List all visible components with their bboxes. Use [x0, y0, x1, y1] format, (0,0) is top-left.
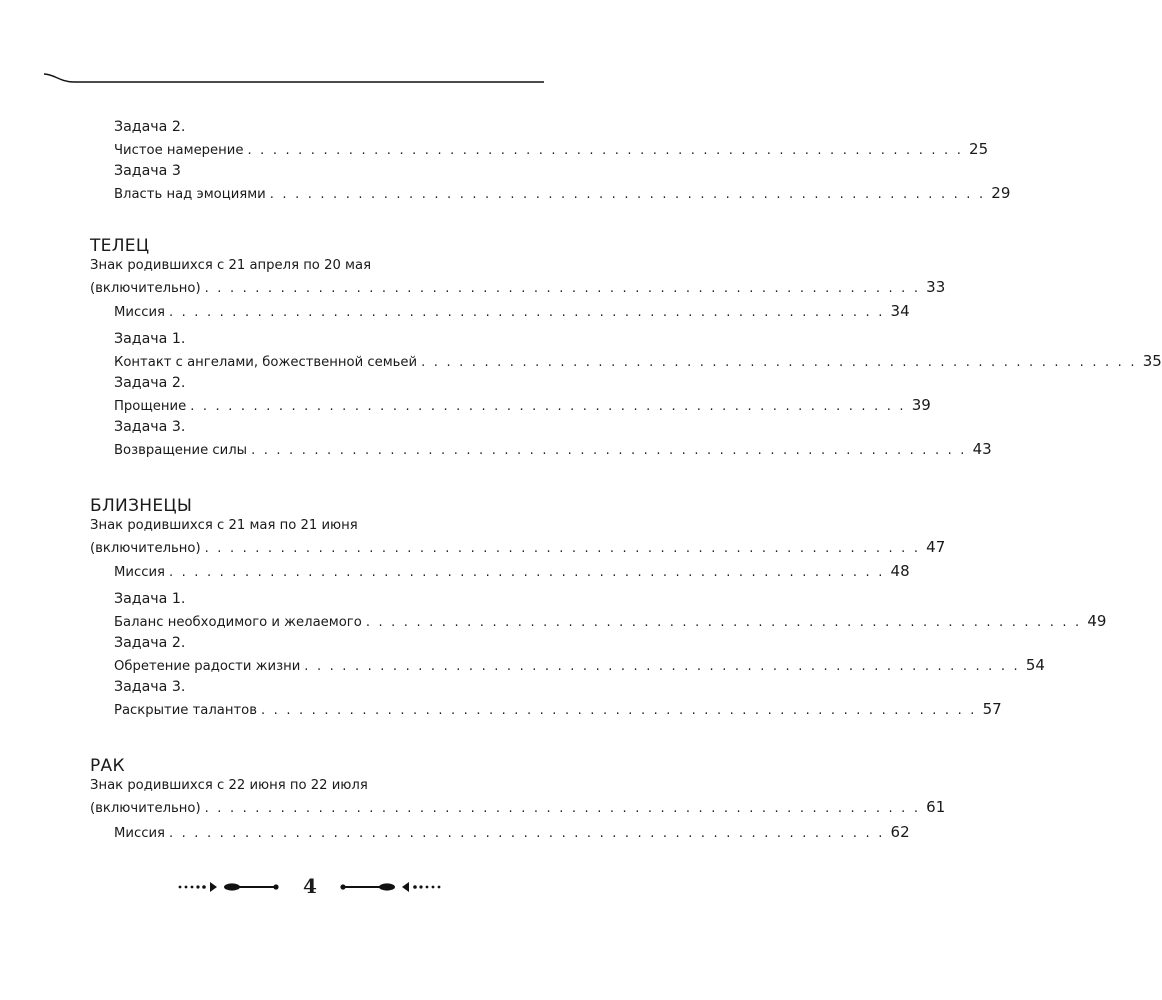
section-entry[interactable]	[90, 536, 946, 560]
header-swash-rule	[44, 70, 544, 90]
toc-item-title: Чистое намерение	[114, 143, 244, 158]
toc-page-number: 25	[969, 140, 989, 158]
page-number: 4	[303, 874, 317, 898]
toc-item[interactable]	[114, 588, 1107, 634]
toc-item-heading: Задача 1.	[114, 331, 186, 347]
section-subtitle: Знак родившихся с 21 апреля по 20 мая	[90, 258, 372, 273]
dot-leader: . . . . . . . . . . . . . . . . . . . . . . . . . . . . . . . . . . . . . . . . . . . . . . . . . . . . . . . . .	[251, 443, 967, 458]
dot-leader: . . . . . . . . . . . . . . . . . . . . . . . . . . . . . . . . . . . . . . . . . . . . . . . . . . . . . . . . .	[261, 703, 977, 718]
section-entry[interactable]	[90, 796, 946, 820]
section-subtitle: Знак родившихся с 21 мая по 21 июня	[90, 518, 358, 533]
section-title: РАК	[90, 756, 125, 776]
section-entry[interactable]	[90, 276, 946, 300]
toc-item[interactable]	[114, 560, 910, 584]
toc-item[interactable]	[114, 160, 1011, 206]
toc-item-title: Миссия	[114, 305, 165, 320]
dot-leader: . . . . . . . . . . . . . . . . . . . . . . . . . . . . . . . . . . . . . . . . . . . . . . . . . . . . . . . . .	[204, 281, 921, 296]
dot-leader: . . . . . . . . . . . . . . . . . . . . . . . . . . . . . . . . . . . . . . . . . . . . . . . . . . . . . . . . .	[168, 565, 885, 580]
toc-item-title: Обретение радости жизни	[114, 659, 301, 674]
toc-item[interactable]	[114, 328, 1162, 374]
toc-item-heading: Задача 2.	[114, 119, 186, 135]
toc-item-heading: Задача 1.	[114, 591, 186, 607]
toc-page-number: 34	[890, 302, 910, 320]
toc-item[interactable]	[114, 372, 931, 418]
toc-item[interactable]	[114, 300, 910, 324]
toc-item-heading: Задача 3	[114, 163, 181, 179]
toc-page-number: 33	[926, 278, 946, 296]
dot-leader: . . . . . . . . . . . . . . . . . . . . . . . . . . . . . . . . . . . . . . . . . . . . . . . . . . . . . . . . .	[421, 355, 1137, 370]
dot-leader: . . . . . . . . . . . . . . . . . . . . . . . . . . . . . . . . . . . . . . . . . . . . . . . . . . . . . . . . .	[204, 801, 921, 816]
toc-item-heading: Задача 3.	[114, 419, 186, 435]
section-subtitle-cont: (включительно)	[90, 801, 201, 816]
section-subtitle-cont: (включительно)	[90, 281, 201, 296]
toc-page-number: 54	[1025, 656, 1045, 674]
toc-item[interactable]	[114, 632, 1045, 678]
toc-section-taurus	[90, 236, 946, 300]
toc-section-gemini	[90, 496, 946, 560]
toc-item-heading: Задача 3.	[114, 679, 186, 695]
toc-item-title: Прощение	[114, 399, 187, 414]
toc-page-number: 62	[890, 823, 910, 841]
toc-page-number: 61	[926, 798, 946, 816]
dot-leader: . . . . . . . . . . . . . . . . . . . . . . . . . . . . . . . . . . . . . . . . . . . . . . . . . . . . . . . . .	[204, 541, 921, 556]
section-subtitle-cont: (включительно)	[90, 541, 201, 556]
toc-item-heading: Задача 2.	[114, 635, 186, 651]
section-title: ТЕЛЕЦ	[90, 236, 150, 256]
toc-item-title: Баланс необходимого и желаемого	[114, 615, 362, 630]
toc-page-number: 49	[1087, 612, 1107, 630]
toc-item-title: Раскрытие талантов	[114, 703, 258, 718]
toc-item-title: Контакт с ангелами, божественной семьей	[114, 355, 418, 370]
toc-page-number: 47	[926, 538, 946, 556]
toc-page-number: 43	[972, 440, 992, 458]
toc-item-title: Миссия	[114, 826, 165, 841]
dot-leader: . . . . . . . . . . . . . . . . . . . . . . . . . . . . . . . . . . . . . . . . . . . . . . . . . . . . . . . . .	[247, 143, 964, 158]
dot-leader: . . . . . . . . . . . . . . . . . . . . . . . . . . . . . . . . . . . . . . . . . . . . . . . . . . . . . . . . .	[304, 659, 1020, 674]
toc-item-title: Возвращение силы	[114, 443, 248, 458]
toc-page-number: 39	[911, 396, 931, 414]
toc-item[interactable]	[114, 676, 1002, 722]
toc-item[interactable]	[114, 821, 910, 845]
dot-leader: . . . . . . . . . . . . . . . . . . . . . . . . . . . . . . . . . . . . . . . . . . . . . . . . . . . . . . . . .	[365, 615, 1082, 630]
toc-page-number: 35	[1142, 352, 1162, 370]
toc-item-heading: Задача 2.	[114, 375, 186, 391]
section-title: БЛИЗНЕЦЫ	[90, 496, 193, 516]
toc-item-title: Миссия	[114, 565, 165, 580]
toc-item[interactable]	[114, 416, 992, 462]
dot-leader: . . . . . . . . . . . . . . . . . . . . . . . . . . . . . . . . . . . . . . . . . . . . . . . . . . . . . . . . .	[269, 187, 986, 202]
dot-leader: . . . . . . . . . . . . . . . . . . . . . . . . . . . . . . . . . . . . . . . . . . . . . . . . . . . . . . . . .	[168, 826, 885, 841]
dot-leader: . . . . . . . . . . . . . . . . . . . . . . . . . . . . . . . . . . . . . . . . . . . . . . . . . . . . . . . . .	[190, 399, 906, 414]
section-subtitle: Знак родившихся с 22 июня по 22 июля	[90, 778, 368, 793]
toc-page-number: 29	[991, 184, 1011, 202]
toc-item-title: Власть над эмоциями	[114, 187, 266, 202]
toc-section-cancer	[90, 756, 946, 820]
toc-item[interactable]	[114, 116, 989, 162]
dot-leader: . . . . . . . . . . . . . . . . . . . . . . . . . . . . . . . . . . . . . . . . . . . . . . . . . . . . . . . . .	[168, 305, 885, 320]
toc-page-number: 48	[890, 562, 910, 580]
toc-page-number: 57	[982, 700, 1002, 718]
